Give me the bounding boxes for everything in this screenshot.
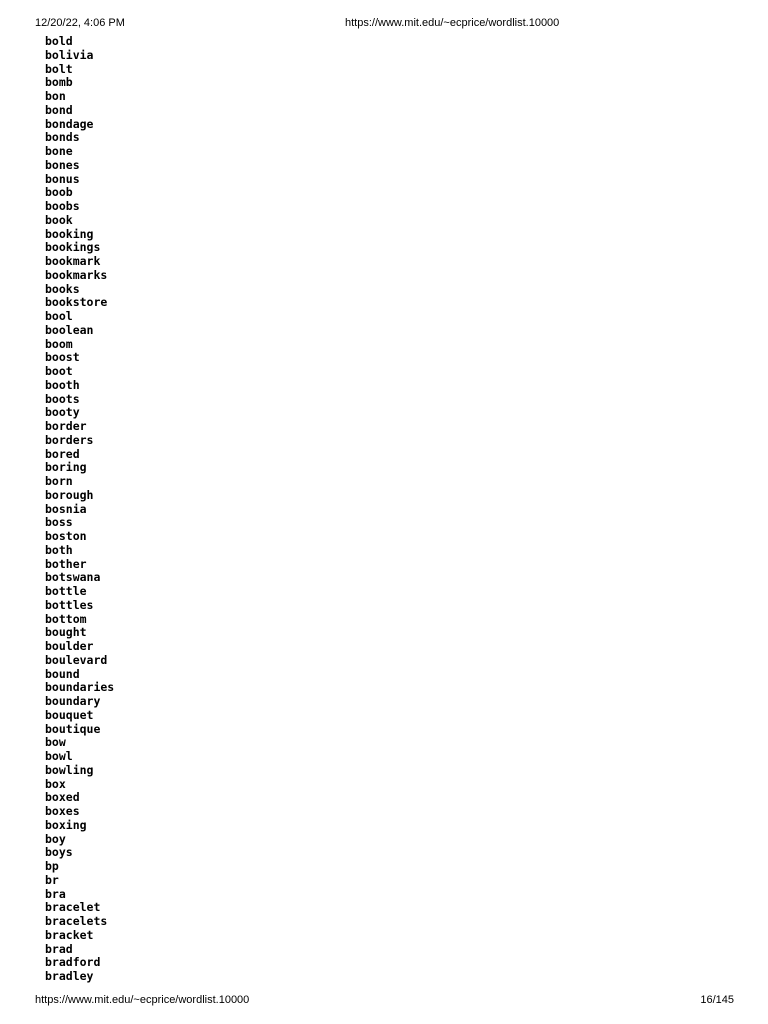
word-item: boys	[45, 845, 73, 860]
word-item: books	[45, 281, 80, 296]
word-item: boot	[45, 364, 73, 378]
word-item: boost	[45, 350, 80, 365]
word-item: bookmark	[45, 254, 101, 268]
word-item: bookings	[45, 240, 101, 255]
word-item: boobs	[45, 199, 80, 213]
word-item: bouquet	[45, 707, 94, 722]
word-item: boulder	[45, 639, 94, 653]
word-item: boxes	[45, 804, 80, 818]
word-item: box	[45, 776, 66, 791]
word-item: bondage	[45, 116, 94, 131]
print-header-url: https://www.mit.edu/~ecprice/wordlist.10000	[345, 17, 560, 29]
word-item: bone	[45, 144, 73, 158]
word-item: bomb	[45, 75, 73, 90]
word-item: boutique	[45, 721, 101, 736]
word-item: boolean	[45, 322, 94, 337]
word-item: booth	[45, 377, 80, 392]
word-item: bracket	[45, 927, 94, 942]
word-item: bolivia	[45, 47, 94, 62]
print-datetime: 12/20/22, 4:06 PM	[35, 17, 125, 29]
print-header	[0, 17, 768, 31]
word-item: bottles	[45, 597, 94, 612]
word-item: bp	[45, 859, 59, 873]
word-item: bonds	[45, 130, 80, 145]
word-item: born	[45, 474, 73, 488]
word-item: bottle	[45, 584, 87, 598]
word-item: boxing	[45, 817, 87, 832]
word-item: boss	[45, 515, 73, 530]
word-item: borough	[45, 487, 94, 502]
word-list	[45, 35, 114, 984]
word-item: boston	[45, 529, 87, 543]
word-item: bon	[45, 89, 66, 103]
word-item: bottom	[45, 611, 87, 626]
word-item: both	[45, 542, 73, 557]
word-item: bored	[45, 446, 80, 461]
word-item: bra	[45, 886, 66, 901]
word-item: bow	[45, 735, 66, 750]
word-item: boundary	[45, 694, 101, 708]
word-item: bool	[45, 309, 73, 323]
word-item: bonus	[45, 171, 80, 186]
word-item: booking	[45, 226, 94, 241]
word-item: bought	[45, 625, 87, 640]
word-item: booty	[45, 405, 80, 420]
word-item: bond	[45, 102, 73, 117]
word-item: bradford	[45, 955, 101, 970]
word-item: book	[45, 212, 73, 227]
print-footer-url: https://www.mit.edu/~ecprice/wordlist.10000	[35, 994, 250, 1006]
word-item: borders	[45, 432, 94, 447]
word-item: boy	[45, 831, 66, 846]
word-item: bones	[45, 157, 80, 172]
word-item: boxed	[45, 790, 80, 805]
word-item: boots	[45, 391, 80, 406]
word-item: boundaries	[45, 680, 115, 695]
word-item: bother	[45, 556, 87, 571]
word-item: bookstore	[45, 295, 108, 310]
word-item: bolt	[45, 61, 73, 76]
word-item: boring	[45, 460, 87, 475]
word-item: bradley	[45, 969, 94, 983]
print-footer	[0, 994, 768, 1008]
word-item: border	[45, 419, 87, 433]
word-item: boulevard	[45, 652, 108, 667]
word-item: bowl	[45, 749, 73, 763]
word-item: bracelets	[45, 914, 108, 928]
word-item: bracelet	[45, 900, 101, 915]
word-item: bold	[45, 34, 73, 48]
word-item: brad	[45, 941, 73, 956]
word-item: bound	[45, 666, 80, 681]
word-item: bookmarks	[45, 267, 108, 282]
word-item: botswana	[45, 570, 101, 585]
word-item: boob	[45, 185, 73, 200]
word-item: boom	[45, 336, 73, 351]
word-item: bosnia	[45, 501, 87, 516]
word-item: bowling	[45, 762, 94, 777]
page-number: 16/145	[700, 994, 734, 1006]
word-item: br	[45, 872, 59, 887]
